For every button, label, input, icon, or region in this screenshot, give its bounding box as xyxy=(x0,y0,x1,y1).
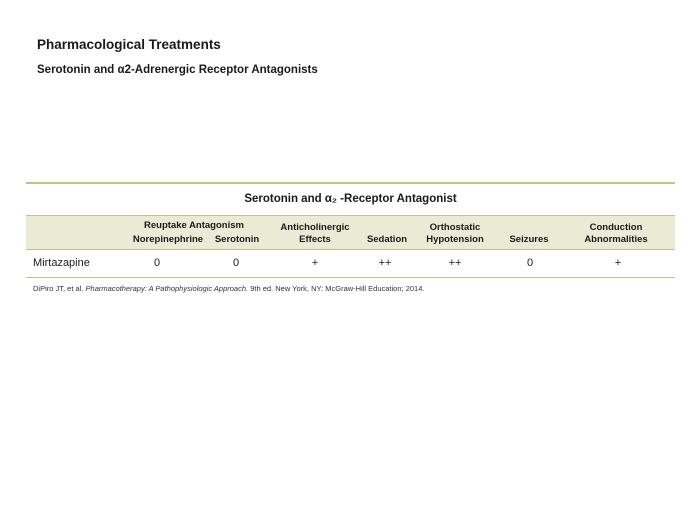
page-title: Pharmacological Treatments xyxy=(37,37,221,52)
citation-book-title: Pharmacotherapy: A Pathophysiologic Approach. xyxy=(85,284,249,293)
column-header-serotonin: Serotonin xyxy=(214,234,260,245)
table-header xyxy=(26,216,675,250)
serotonin-value-cell: 0 xyxy=(232,257,240,269)
norepinephrine-value-cell: 0 xyxy=(153,257,161,269)
citation xyxy=(33,284,424,293)
page-subtitle: Serotonin and α2-Adrenergic Receptor Antagonists xyxy=(37,64,318,76)
drug-name-cell: Mirtazapine xyxy=(33,257,90,269)
column-header-conduction-line1: Conduction xyxy=(589,222,643,233)
receptor-table xyxy=(26,182,675,278)
column-header-seizures: Seizures xyxy=(509,234,549,245)
column-header-anticholinergic-effects xyxy=(272,222,358,246)
column-header-anticholinergic-line2: Effects xyxy=(299,234,331,245)
column-header-anticholinergic-line1: Anticholinergic xyxy=(280,222,350,233)
table-row xyxy=(26,250,675,278)
anticholinergic-value-cell: + xyxy=(311,257,319,269)
column-header-orthostatic-line1: Orthostatic xyxy=(429,222,481,233)
column-header-orthostatic-hypotension xyxy=(417,222,493,246)
column-header-norepinephrine: Norepinephrine xyxy=(132,234,204,245)
column-header-orthostatic-line2: Hypotension xyxy=(426,234,484,245)
orthostatic-value-cell: ++ xyxy=(448,257,462,269)
citation-authors: DiPiro JT, et al. xyxy=(33,284,86,293)
column-header-conduction-abnormalities xyxy=(570,222,662,246)
column-header-sedation: Sedation xyxy=(366,234,408,245)
group-header-reuptake-antagonism: Reuptake Antagonism xyxy=(144,220,244,231)
seizures-value-cell: 0 xyxy=(526,257,534,269)
conduction-value-cell: + xyxy=(614,257,622,269)
citation-publication: 9th ed. New York, NY: McGraw-Hill Education; 2014. xyxy=(248,284,425,293)
table-title: Serotonin and α₂ -Receptor Antagonist xyxy=(26,184,675,216)
column-header-conduction-line2: Abnormalities xyxy=(584,234,648,245)
sedation-value-cell: ++ xyxy=(378,257,392,269)
